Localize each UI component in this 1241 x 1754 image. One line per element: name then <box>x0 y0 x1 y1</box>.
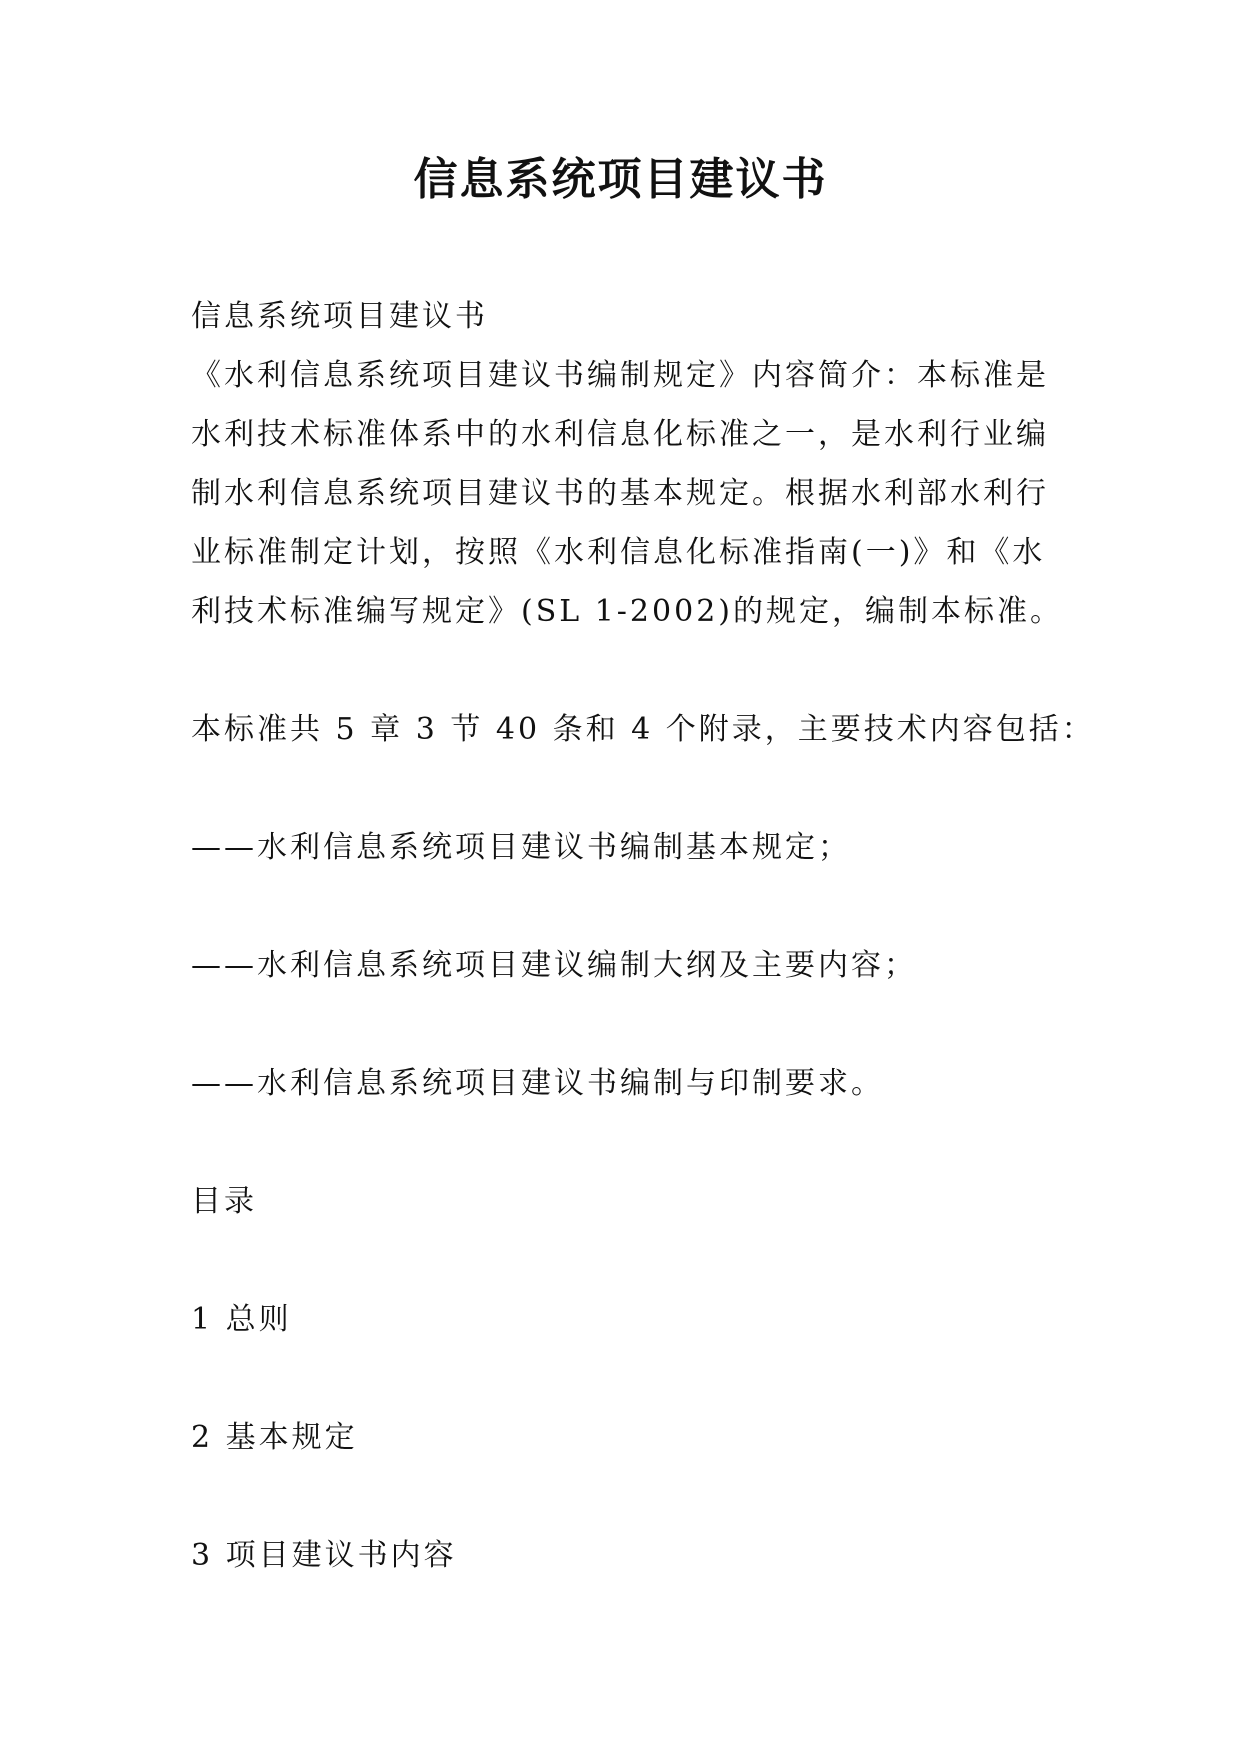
paragraph-gap <box>191 1467 1061 1526</box>
paragraph-gap <box>191 759 1061 818</box>
toc-item: 2 基本规定 <box>191 1420 358 1455</box>
content-item: ——水利信息系统项目建议编制大纲及主要内容； <box>191 948 917 983</box>
paragraph-gap <box>191 641 1061 700</box>
toc-item: 3 项目建议书内容 <box>191 1538 457 1573</box>
content-item: ——水利信息系统项目建议书编制基本规定； <box>191 830 851 865</box>
subtitle-line: 信息系统项目建议书 <box>191 299 488 334</box>
paragraph-gap <box>191 1349 1061 1408</box>
paragraph-gap <box>191 1231 1061 1290</box>
content-item: ——水利信息系统项目建议书编制与印制要求。 <box>191 1066 884 1101</box>
toc-heading: 目录 <box>191 1184 257 1219</box>
intro-line: 水利技术标准体系中的水利信息化标准之一，是水利行业编 <box>191 417 1049 452</box>
paragraph-gap <box>191 1113 1061 1172</box>
paragraph-gap <box>191 995 1061 1054</box>
paragraph-gap <box>191 877 1061 936</box>
intro-line: 《水利信息系统项目建议书编制规定》内容简介：本标准是 <box>191 358 1049 393</box>
intro-line: 利技术标准编写规定》(SL 1-2002)的规定，编制本标准。 <box>191 594 1063 629</box>
intro-line: 制水利信息系统项目建议书的基本规定。根据水利部水利行 <box>191 476 1049 511</box>
toc-item: 1 总则 <box>191 1302 292 1337</box>
summary-line: 本标准共 5 章 3 节 40 条和 4 个附录，主要技术内容包括： <box>191 712 1095 747</box>
document-title: 信息系统项目建议书 <box>413 154 828 205</box>
intro-line: 业标准制定计划，按照《水利信息化标准指南(一)》和《水 <box>191 535 1046 570</box>
document-body <box>191 287 1095 1585</box>
